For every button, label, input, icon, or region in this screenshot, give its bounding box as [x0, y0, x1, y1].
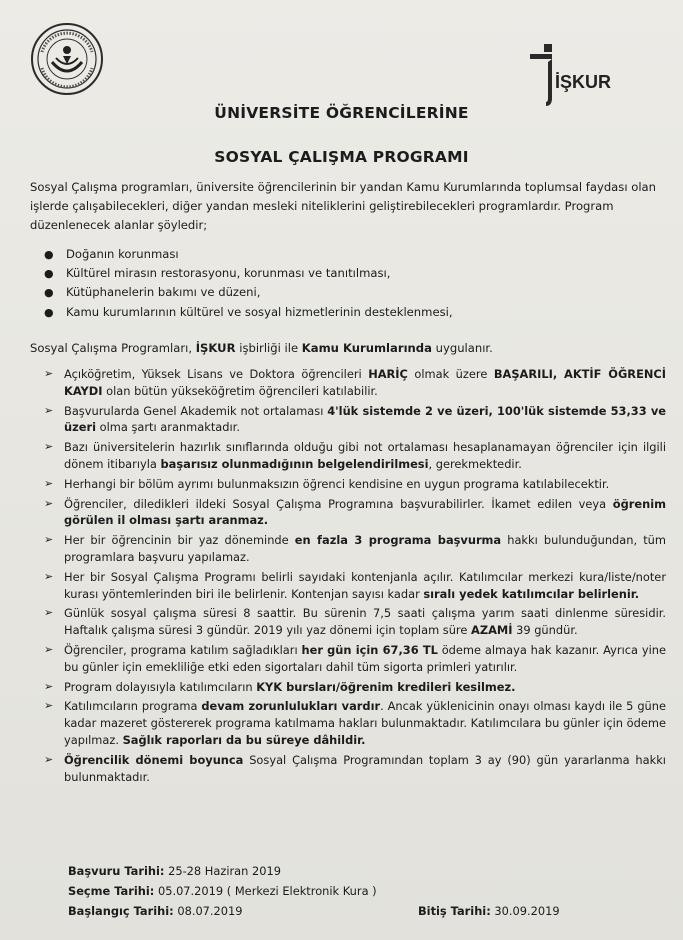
- list-item-text: Kamu kurumlarının kültürel ve sosyal hizmetlerinin desteklenmesi,: [66, 304, 453, 319]
- list-item: [44, 283, 453, 302]
- lead-text: uygulanır.: [431, 341, 493, 355]
- condition-item: [44, 496, 666, 530]
- list-item-text: Doğanın korunması: [66, 247, 179, 261]
- list-item: [44, 264, 453, 283]
- condition-item: [44, 605, 666, 639]
- page-title-line2: SOSYAL ÇALIŞMA PROGRAMI: [214, 148, 469, 166]
- condition-text: Öğrenciler, diledikleri ildeki Sosyal Çalışma Programına başvurabilirler. İkamet edilen veya öğrenim görülen il olması şartı aranmaz.: [64, 496, 666, 528]
- condition-text: Katılımcıların programa devam zorunlulukları vardır. Ancak yüklenicinin onayı olması kaydı ile 5 güne kadar mazeret göstererek programa katılmama hakları bulunmaktadır. Katılımcılara bu günler için ödeme yapılmaz. Sağlık raporları da bu süreye dâhildir.: [64, 699, 666, 747]
- end-date: [418, 904, 560, 918]
- condition-text: Öğrencilik dönemi boyunca Sosyal Çalışma Programından toplam 3 ay (90) gün yararlanma hakkı bulunmaktadır.: [64, 752, 666, 784]
- condition-text: Başvurularda Genel Akademik not ortalaması 4'lük sistemde 2 ve üzeri, 100'lük sistemde 53,33 ve üzeri olma şartı aranmaktadır.: [64, 403, 666, 435]
- end-date-value: 30.09.2019: [490, 904, 560, 918]
- condition-text: Bazı üniversitelerin hazırlık sınıflarında olduğu gibi not ortalaması hesaplanamayan öğrenciler için ilgili dönem itibarıyla başarısız olunmadığının belgelendirilmesi, gerekmektedir.: [64, 440, 666, 471]
- bullet-icon: ●: [44, 267, 54, 281]
- application-date: [68, 862, 281, 880]
- arrow-bullet-icon: ➢: [44, 569, 54, 583]
- condition-item: [44, 752, 666, 786]
- arrow-bullet-icon: ➢: [44, 699, 54, 713]
- bullet-icon: ●: [44, 248, 54, 261]
- condition-item: [44, 366, 666, 400]
- condition-item: [44, 476, 666, 493]
- condition-text: Her bir Sosyal Çalışma Programı belirli sayıdaki kontenjanla açılır. Katılımcılar merkezi kura/liste/noter kurası yöntemlerinden biri ile belirlenir. Kontenjan sayısı kadar sıralı yedek katılımcılar belirlenir.: [64, 569, 666, 601]
- page-title-line1: ÜNİVERSİTE ÖĞRENCİLERİNE: [214, 104, 469, 122]
- ministry-seal-icon: [30, 22, 104, 96]
- lead-sentence: [30, 339, 658, 358]
- list-item-text: Kütüphanelerin bakımı ve düzeni,: [66, 285, 261, 300]
- lead-text: Sosyal Çalışma Programları,: [30, 341, 196, 355]
- condition-item: [44, 532, 666, 566]
- intro-paragraph: Sosyal Çalışma programları, üniversite öğrencilerinin bir yandan Kamu Kurumlarında toplumsal faydası olan işlerde çalışabilecekleri, diğer yandan mesleki niteliklerini geliştirebilecekleri programlardır. Program düzenlenecek alanlar şöyledir;: [30, 180, 656, 232]
- arrow-bullet-icon: ➢: [44, 679, 54, 693]
- arrow-bullet-icon: ➢: [44, 642, 54, 656]
- iskur-logo-text: İŞKUR: [555, 72, 612, 92]
- selection-date-value: 05.07.2019 ( Merkezi Elektronik Kura ): [154, 884, 377, 898]
- condition-text: Günlük sosyal çalışma süresi 8 saattir. Bu sürenin 7,5 saati çalışma yarım saati dinlenme süresidir. Haftalık çalışma süresi 3 gündür. 2019 yılı yaz dönemi için toplam süre AZAMİ 39 gündür.: [64, 606, 666, 638]
- arrow-bullet-icon: ➢: [44, 403, 54, 417]
- lead-bold: Kamu Kurumlarında: [301, 341, 432, 355]
- program-areas-list: [44, 245, 453, 322]
- arrow-bullet-icon: ➢: [44, 367, 54, 380]
- arrow-bullet-icon: ➢: [44, 533, 54, 547]
- list-item: [44, 303, 453, 322]
- arrow-bullet-icon: ➢: [44, 476, 54, 490]
- selection-date: [68, 882, 377, 900]
- arrow-bullet-icon: ➢: [44, 606, 54, 620]
- arrow-bullet-icon: ➢: [44, 440, 54, 454]
- condition-item: [44, 439, 666, 473]
- end-date-label: Bitiş Tarihi:: [418, 904, 491, 918]
- start-date: [68, 902, 243, 920]
- application-date-value: 25-28 Haziran 2019: [164, 864, 281, 878]
- conditions-list: [44, 366, 666, 788]
- arrow-bullet-icon: ➢: [44, 752, 54, 766]
- lead-bold: İŞKUR: [195, 341, 236, 355]
- condition-text: Her bir öğrencinin bir yaz döneminde en fazla 3 programa başvurma hakkı bulunduğundan, tüm programlara başvuru yapılamaz.: [64, 533, 666, 564]
- condition-item: [44, 569, 666, 603]
- start-date-value: 08.07.2019: [173, 904, 243, 918]
- condition-text: Program dolayısıyla katılımcıların KYK bursları/öğrenim kredileri kesilmez.: [64, 679, 516, 694]
- lead-text: işbirliği ile: [235, 341, 302, 355]
- bullet-icon: ●: [44, 286, 54, 300]
- list-item-text: Kültürel mirasın restorasyonu, korunması ve tanıtılması,: [66, 266, 391, 281]
- condition-text: Herhangi bir bölüm ayrımı bulunmaksızın öğrenci kendisine en uygun programa katılabilecektir.: [64, 476, 610, 491]
- condition-text: Açıköğretim, Yüksek Lisans ve Doktora öğrencileri HARİÇ olmak üzere BAŞARILI, AKTİF ÖĞRENCİ KAYDI olan bütün yükseköğretim öğrencileri katılabilir.: [64, 367, 666, 398]
- bullet-icon: ●: [44, 305, 54, 319]
- list-item: [44, 245, 453, 264]
- selection-date-label: Seçme Tarihi:: [68, 884, 155, 898]
- condition-item: [44, 403, 666, 437]
- condition-text: Öğrenciler, programa katılım sağladıkları her gün için 67,36 TL ödeme almaya hak kazanır. Ayrıca yine bu günler için emekliliğe etki eden sigortaları dahil tüm sigorta primleri yatırılır.: [64, 642, 666, 674]
- start-date-label: Başlangıç Tarihi:: [68, 904, 174, 918]
- arrow-bullet-icon: ➢: [44, 496, 54, 510]
- condition-item: [44, 698, 666, 748]
- condition-item: [44, 679, 666, 696]
- condition-item: [44, 642, 666, 676]
- application-date-label: Başvuru Tarihi:: [68, 864, 165, 878]
